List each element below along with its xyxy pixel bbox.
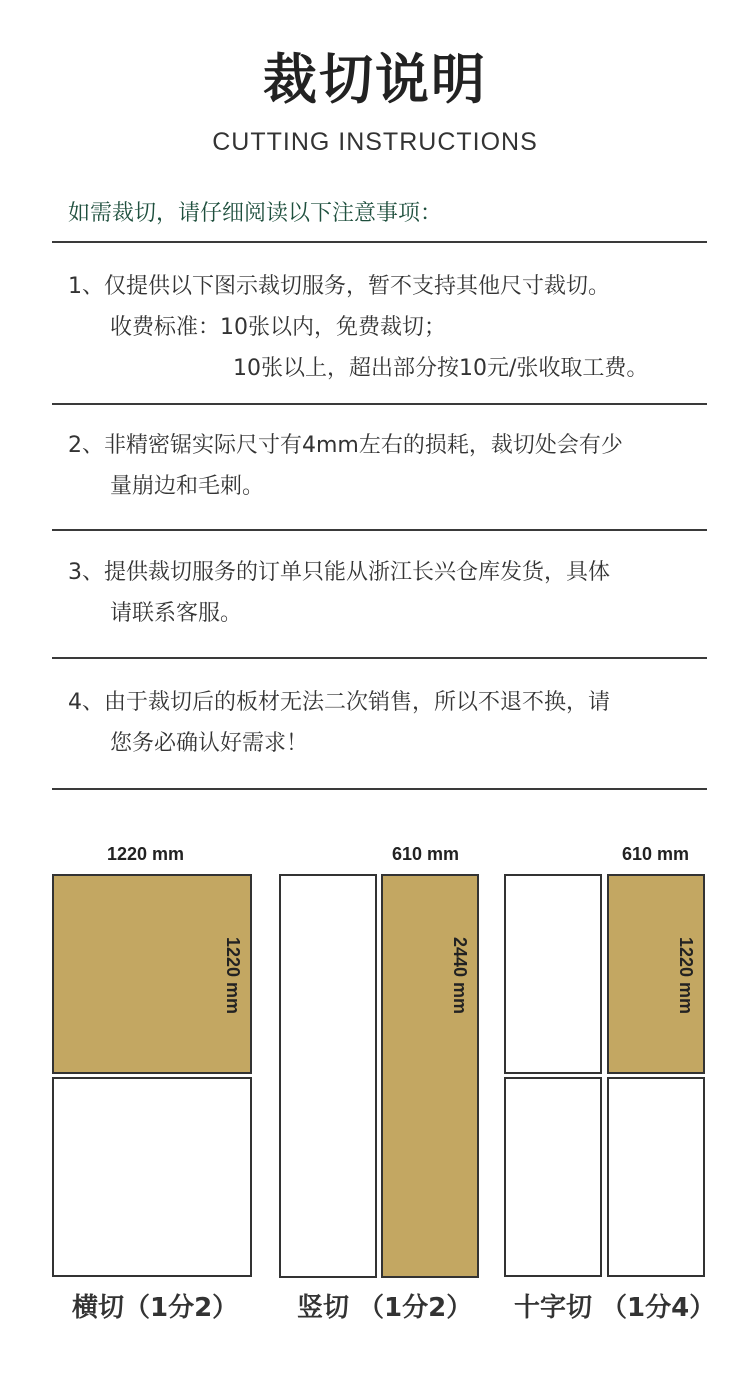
divider bbox=[52, 657, 707, 659]
height-label: 1220 mm bbox=[223, 937, 243, 1015]
highlighted-board-piece bbox=[381, 874, 479, 1278]
note-1 bbox=[68, 266, 708, 389]
diagram-caption: 竖切 （1分2） bbox=[297, 1293, 473, 1323]
board-piece bbox=[607, 1077, 705, 1277]
width-label: 610 mm bbox=[622, 844, 690, 864]
note-line: 您务必确认好需求！ bbox=[110, 731, 309, 756]
diagram-caption: 十字切 （1分4） bbox=[514, 1293, 716, 1323]
note-3 bbox=[68, 552, 708, 634]
intro-text: 如需裁切，请仔细阅读以下注意事项： bbox=[68, 201, 443, 226]
board-piece bbox=[504, 1077, 602, 1277]
width-label: 1220 mm bbox=[107, 844, 185, 864]
note-line: 量崩边和毛刺。 bbox=[110, 474, 265, 499]
note-4 bbox=[68, 682, 708, 764]
note-line: 1、仅提供以下图示裁切服务，暂不支持其他尺寸裁切。 bbox=[68, 274, 610, 299]
board-piece bbox=[279, 874, 377, 1278]
divider bbox=[52, 241, 707, 243]
note-line: 请联系客服。 bbox=[110, 601, 243, 626]
note-line: 10张以上，超出部分按10元/张收取工费。 bbox=[233, 356, 649, 381]
divider bbox=[52, 529, 707, 531]
divider bbox=[52, 403, 707, 405]
page-subtitle: CUTTING INSTRUCTIONS bbox=[212, 128, 538, 156]
diagram-caption: 横切（1分2） bbox=[72, 1293, 239, 1323]
note-line: 4、由于裁切后的板材无法二次销售，所以不退不换，请 bbox=[68, 690, 610, 715]
note-2 bbox=[68, 425, 708, 507]
board-piece bbox=[504, 874, 602, 1074]
note-line: 收费标准：10张以内，免费裁切； bbox=[110, 315, 446, 340]
board-piece bbox=[52, 1077, 252, 1277]
height-label: 1220 mm bbox=[676, 937, 696, 1015]
note-line: 2、非精密锯实际尺寸有4mm左右的损耗，裁切处会有少 bbox=[68, 433, 623, 458]
height-label: 2440 mm bbox=[450, 937, 470, 1015]
note-line: 3、提供裁切服务的订单只能从浙江长兴仓库发货，具体 bbox=[68, 560, 610, 585]
page-title: 裁切说明 bbox=[263, 48, 487, 111]
width-label: 610 mm bbox=[392, 844, 460, 864]
divider bbox=[52, 788, 707, 790]
